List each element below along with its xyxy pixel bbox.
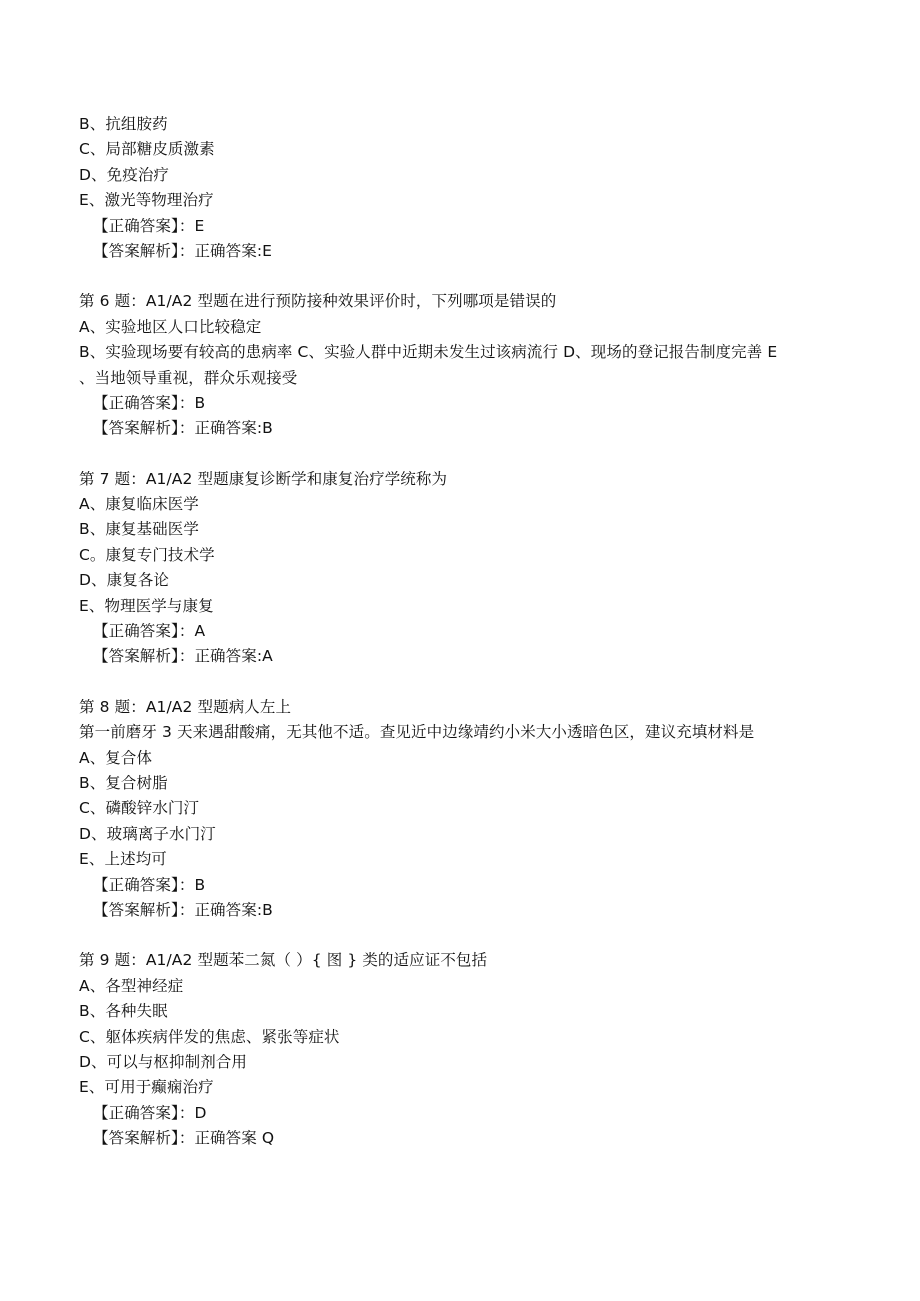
question-title: 第 9 题：A1/A2 型题苯二氮（ ）{ 图 } 类的适应证不包括 (79, 951, 488, 970)
option-line: B、复合树脂 (79, 773, 168, 792)
answer-analysis: 【答案解析】：正确答案:E (93, 241, 273, 260)
answer-analysis: 【答案解析】：正确答案:A (93, 647, 273, 666)
option-line: C。康复专门技术学 (79, 545, 215, 564)
option-line: B、各种失眠 (79, 1002, 168, 1021)
question-title: 第 8 题：A1/A2 型题病人左上 (79, 697, 292, 716)
option-line: C、局部糖皮质激素 (79, 140, 215, 159)
option-line: E、可用于癫痫治疗 (79, 1078, 214, 1097)
option-line: D、可以与枢抑制剂合用 (79, 1052, 248, 1071)
option-line: B、抗组胺药 (79, 115, 168, 133)
answer-analysis: 【答案解析】：正确答案:B (93, 900, 273, 919)
question-7 (79, 467, 859, 670)
question-6 (79, 289, 859, 441)
question-8 (79, 695, 859, 924)
question-9 (79, 948, 859, 1151)
option-line: D、免疫治疗 (79, 165, 170, 184)
option-line: B、康复基础医学 (79, 520, 199, 539)
question-text: 第一前磨牙 3 天来遇甜酸痛，无其他不适。查见近中边缘靖约小米大小透暗色区，建议充填材料是 (79, 723, 755, 742)
document-page (79, 112, 859, 1151)
correct-answer: 【正确答案】：E (93, 216, 205, 235)
option-line: E、激光等物理治疗 (79, 191, 214, 210)
option-line: A、实验地区人口比较稳定 (79, 317, 262, 336)
answer-analysis: 【答案解析】：正确答案 Q (93, 1129, 275, 1148)
option-line: C、磷酸锌水门汀 (79, 799, 200, 818)
option-line: A、复合体 (79, 748, 153, 767)
spacer (79, 442, 859, 467)
option-line: D、玻璃离子水门汀 (79, 824, 216, 843)
correct-answer: 【正确答案】：D (93, 1103, 207, 1122)
option-line: A、康复临床医学 (79, 495, 199, 514)
option-line: B、实验现场要有较高的患病率 C、实验人群中近期未发生过该病流行 D、现场的登记报告制度完善 E (79, 343, 778, 362)
question-title: 第 7 题：A1/A2 型题康复诊断学和康复治疗学统称为 (79, 469, 448, 488)
answer-analysis: 【答案解析】：正确答案:B (93, 419, 273, 438)
correct-answer: 【正确答案】：B (93, 393, 206, 412)
question-title: 第 6 题：A1/A2 型题在进行预防接种效果评价时，下列哪项是错误的 (79, 292, 557, 311)
option-line: A、各型神经症 (79, 976, 184, 995)
option-line: E、物理医学与康复 (79, 596, 214, 615)
correct-answer: 【正确答案】：A (93, 622, 206, 641)
option-line: E、上述均可 (79, 850, 167, 869)
carryover-block (79, 112, 859, 264)
spacer (79, 264, 859, 289)
spacer (79, 670, 859, 695)
correct-answer: 【正确答案】：B (93, 875, 206, 894)
option-line: C、躯体疾病伴发的焦虑、紧张等症状 (79, 1027, 340, 1046)
option-line: 、当地领导重视，群众乐观接受 (79, 368, 298, 387)
spacer (79, 923, 859, 948)
option-line: D、康复各论 (79, 571, 170, 590)
